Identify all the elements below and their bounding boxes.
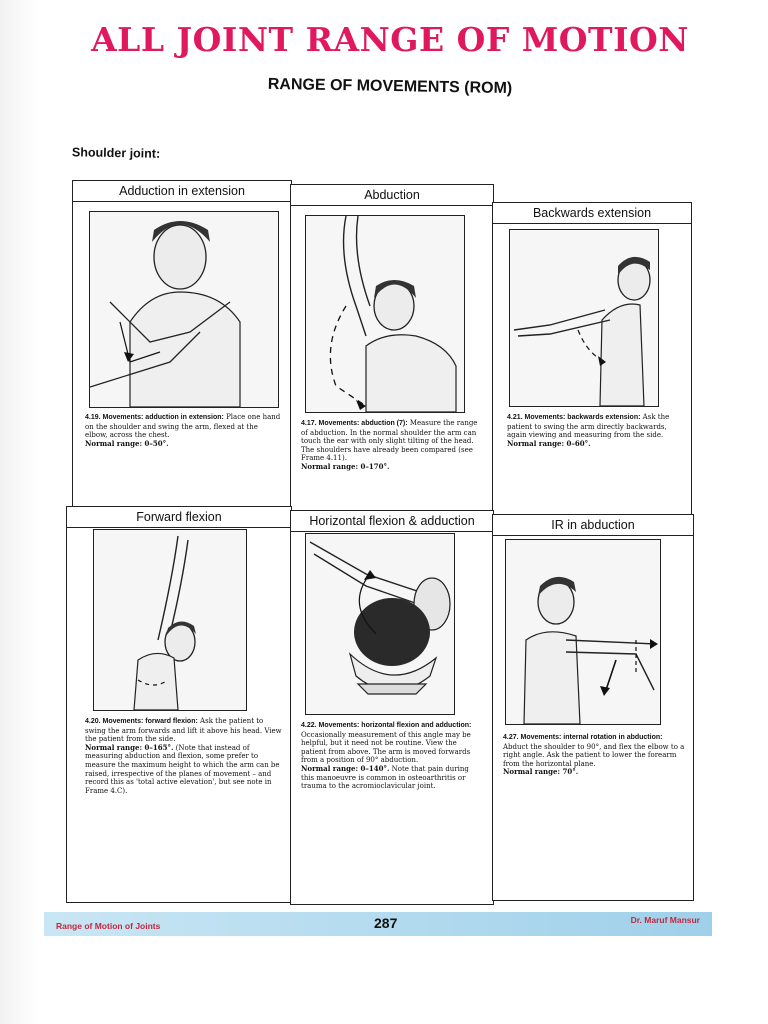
cell-forward-flexion: [66, 506, 292, 903]
illustration-horizontal-flexion: [305, 533, 455, 715]
cell-heading: Backwards extension: [493, 203, 691, 224]
caption-normal-range: Normal range: 0–50°.: [85, 438, 169, 448]
page-edge-shadow: [0, 0, 38, 1024]
cell-abduction: [290, 184, 494, 514]
footer-band: [44, 912, 712, 936]
caption-lead: 4.20. Movements: forward flexion:: [85, 718, 198, 725]
illustration-ir-abduction: [505, 539, 661, 725]
illustration-abduction: [305, 215, 465, 413]
caption: [85, 717, 283, 795]
caption-normal-range: Normal range: 0–60°.: [507, 438, 591, 448]
caption-note: Note that pain during this manoeuvre is common in osteoarthritis or trauma to the acromioclavicular joint.: [301, 764, 469, 791]
footer-author: Dr. Maruf Mansur: [630, 915, 700, 925]
cell-adduction-extension: [72, 180, 292, 510]
caption-text: Measure the range of abduction. In the normal shoulder the arm can touch the ear with only slight tilting of the head. The shoulders have already been compared (see Frame 4.11).: [301, 419, 478, 463]
illustration-backwards-extension: [509, 229, 659, 407]
cell-heading: Forward flexion: [67, 507, 291, 528]
illustration-forward-flexion: [93, 529, 247, 711]
cell-horizontal-flexion: [290, 510, 494, 905]
caption-text: Ask the patient to swing the arm directly backwards, again viewing and measuring from the side.: [507, 413, 670, 440]
cell-ir-abduction: [492, 514, 694, 901]
caption-lead: 4.22. Movements: horizontal flexion and adduction:: [301, 722, 472, 729]
caption-note: (Note that instead of measuring abduction and flexion, some prefer to measure the maximum height to which the arm can be raised, irrespective of the planes of movement – and record this as 'total active elevation', but see note in Frame 4.C).: [85, 743, 280, 795]
caption-normal-range: Normal range: 0–170°.: [301, 461, 390, 471]
caption-normal-range: Normal range: 0–140°.: [301, 763, 390, 773]
page-title: ALL JOINT RANGE OF MOTION: [91, 20, 689, 59]
illustration-adduction-extension: [89, 211, 279, 408]
caption: [503, 733, 685, 777]
caption: [301, 419, 483, 472]
caption-normal-range: Normal range: 0–165°.: [85, 742, 174, 752]
caption-lead: 4.27. Movements: internal rotation in abduction:: [503, 734, 663, 741]
section-label: Shoulder joint:: [71, 145, 161, 161]
footer-book-title: Range of Motion of Joints: [56, 921, 161, 931]
caption-lead: 4.21. Movements: backwards extension:: [507, 414, 641, 421]
caption: [301, 721, 483, 791]
caption-lead: 4.19. Movements: adduction in extension:: [85, 414, 224, 421]
caption: [85, 413, 281, 448]
caption-text: Place one hand on the shoulder and swing the arm, flexed at the elbow, across the chest.: [85, 413, 281, 440]
caption-normal-range: Normal range: 70°.: [503, 767, 579, 777]
cell-backwards-extension: [492, 202, 692, 520]
caption-lead: 4.17. Movements: abduction (7):: [301, 420, 408, 427]
page-number: 287: [374, 915, 398, 931]
caption-text: Ask the patient to swing the arm forwards and lift it above his head. View the patient from the side.: [85, 717, 282, 744]
cell-heading: Horizontal flexion & adduction: [291, 511, 493, 532]
rom-figure-grid: [60, 180, 696, 905]
cell-heading: Abduction: [291, 185, 493, 206]
caption-text: Abduct the shoulder to 90°, and flex the elbow to a right angle. Ask the patient to lower the forearm from the horizontal plane.: [503, 742, 685, 768]
page-subtitle: RANGE OF MOVEMENTS (ROM): [267, 75, 513, 98]
cell-heading: IR in abduction: [493, 515, 693, 536]
caption: [507, 413, 683, 448]
cell-heading: Adduction in extension: [73, 181, 291, 202]
caption-text: Occasionally measurement of this angle may be helpful, but it need not be routine. View the patient from above. The arm is moved forwards from a position of 90° abduction.: [301, 730, 471, 765]
